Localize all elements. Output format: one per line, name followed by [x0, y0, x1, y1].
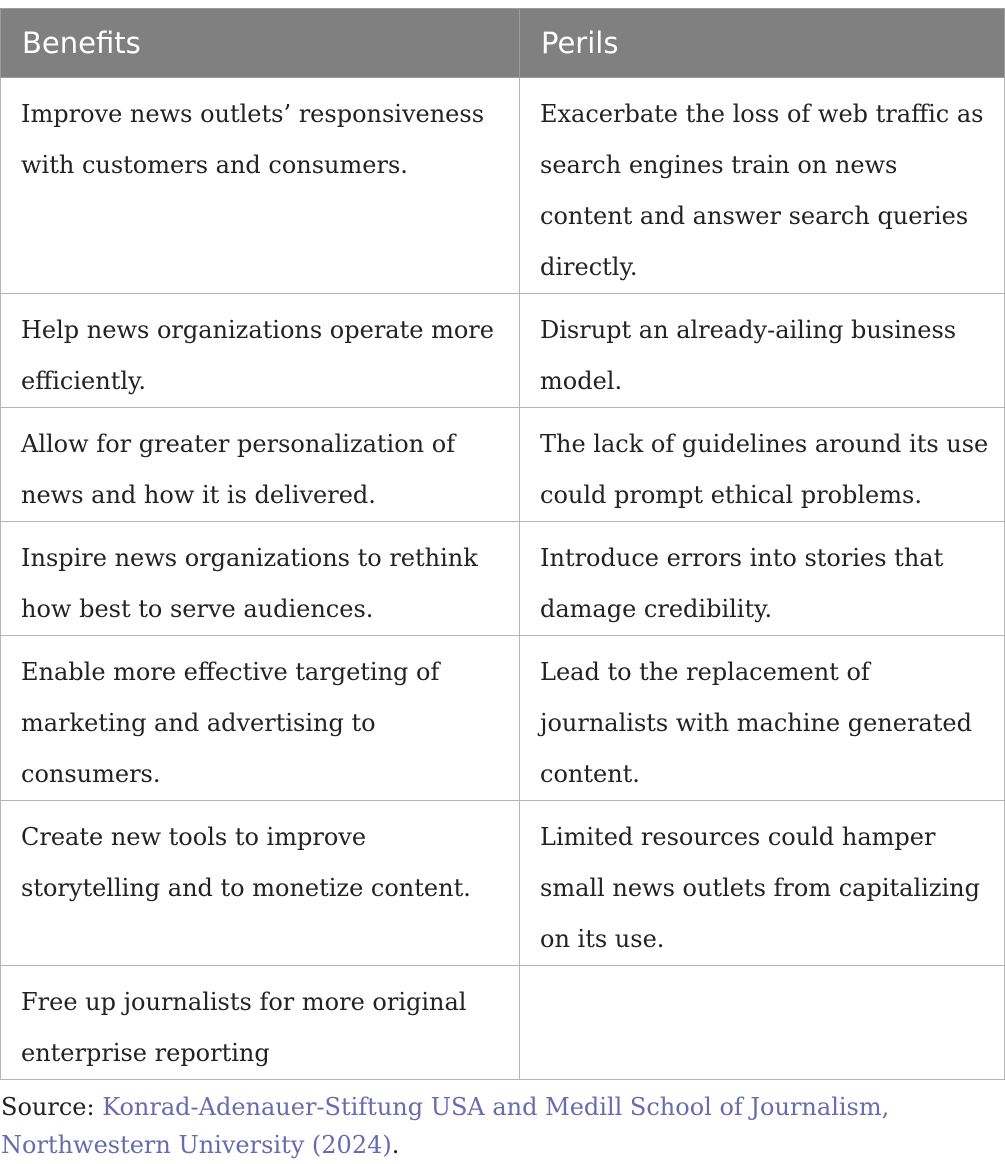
source-note	[0, 1080, 1005, 1164]
benefit-cell: Allow for greater personalization of news and how it is delivered.	[1, 408, 520, 522]
source-link[interactable]: Konrad-Adenauer-Stiftung USA and Medill School of Journalism, Northwestern University (2024)	[1, 1093, 890, 1159]
peril-cell: Limited resources could hamper small news outlets from capitalizing on its use.	[520, 801, 1005, 966]
benefit-cell: Improve news outlets’ responsiveness with customers and consumers.	[1, 78, 520, 294]
table-row	[1, 966, 1005, 1080]
header-row	[1, 9, 1005, 78]
table-row	[1, 78, 1005, 294]
table-row	[1, 522, 1005, 636]
table-row	[1, 408, 1005, 522]
source-label: Source:	[1, 1093, 103, 1121]
table-row	[1, 294, 1005, 408]
benefit-cell: Enable more effective targeting of marketing and advertising to consumers.	[1, 636, 520, 801]
header-benefits: Benefits	[1, 9, 520, 78]
peril-cell: Introduce errors into stories that damage credibility.	[520, 522, 1005, 636]
peril-cell: Exacerbate the loss of web traffic as search engines train on news content and answer search queries directly.	[520, 78, 1005, 294]
peril-cell: The lack of guidelines around its use could prompt ethical problems.	[520, 408, 1005, 522]
source-trailing: .	[391, 1131, 400, 1159]
benefit-cell: Create new tools to improve storytelling and to monetize content.	[1, 801, 520, 966]
benefit-cell: Help news organizations operate more efficiently.	[1, 294, 520, 408]
header-perils: Perils	[520, 9, 1005, 78]
peril-cell-empty	[520, 966, 1005, 1080]
peril-cell: Lead to the replacement of journalists with machine generated content.	[520, 636, 1005, 801]
benefits-perils-table	[0, 8, 1005, 1080]
table-row	[1, 801, 1005, 966]
table-row	[1, 636, 1005, 801]
benefit-cell: Free up journalists for more original enterprise reporting	[1, 966, 520, 1080]
benefit-cell: Inspire news organizations to rethink how best to serve audiences.	[1, 522, 520, 636]
peril-cell: Disrupt an already-ailing business model.	[520, 294, 1005, 408]
